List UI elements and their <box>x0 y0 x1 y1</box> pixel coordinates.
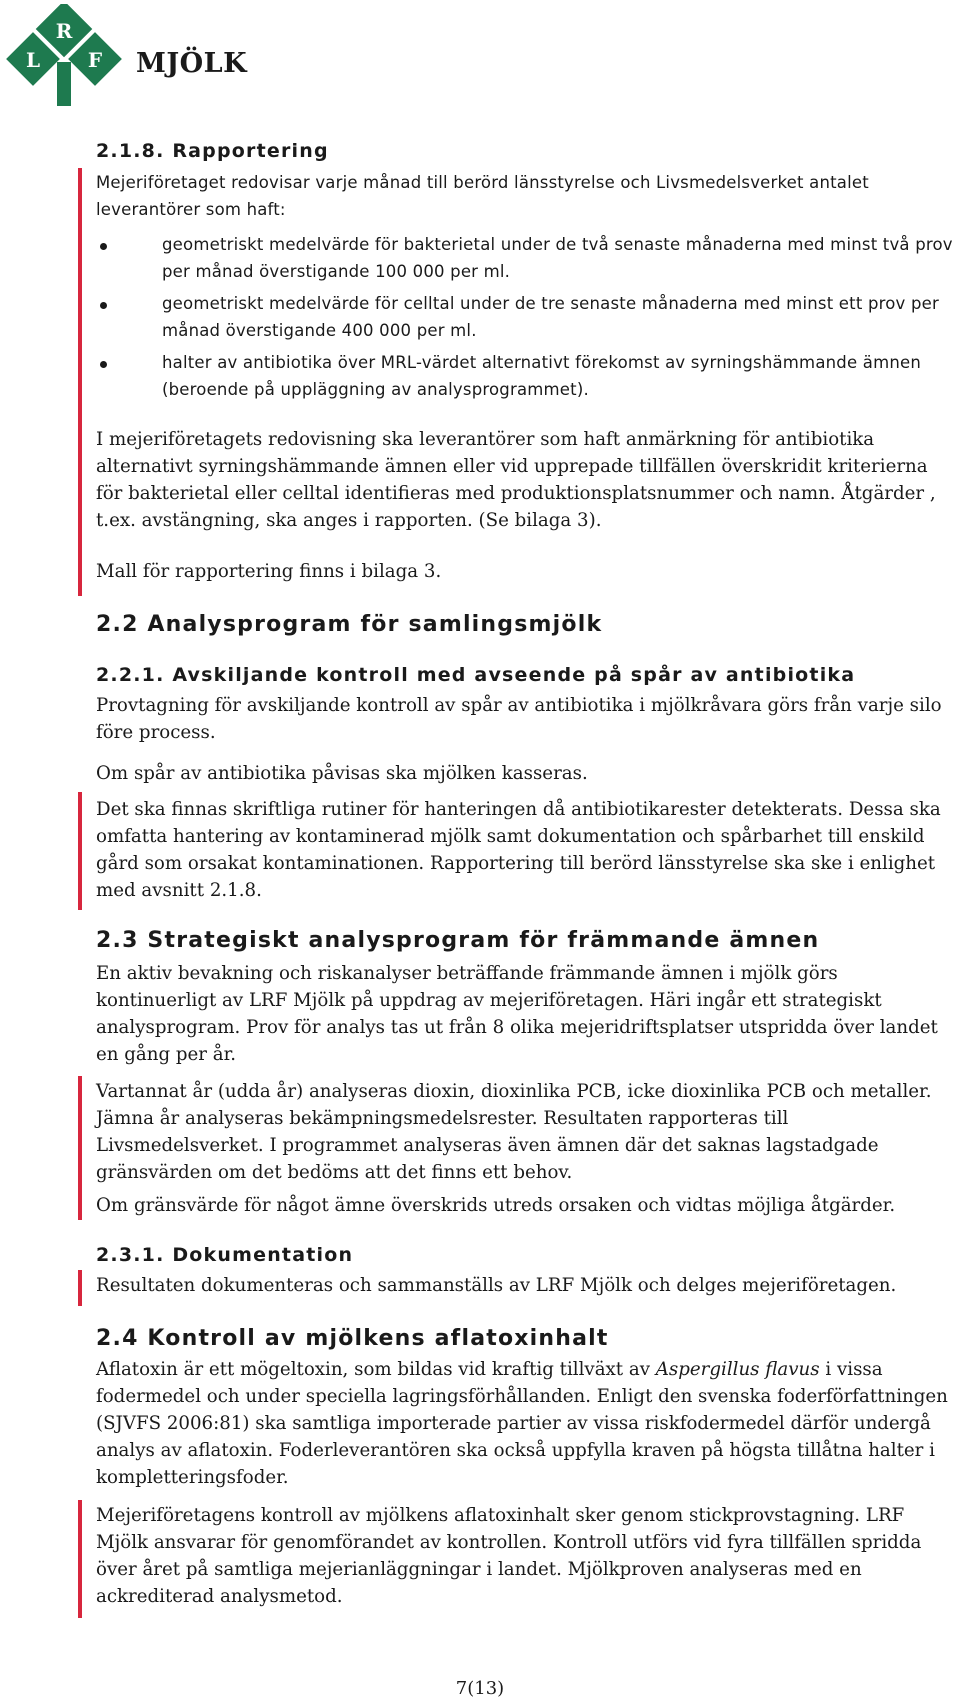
logo-letter-f: F <box>87 48 103 72</box>
bullet-icon <box>100 302 107 309</box>
section-heading-2-4: 2.4 Kontroll av mjölkens aflatoxinhalt <box>96 1326 609 1351</box>
list-item: geometriskt medelvärde för bakterietal under de två senaste månaderna med minst två prov per månad överstigande 100 000 per ml. <box>96 232 960 285</box>
species-name: Aspergillus flavus <box>655 1359 820 1380</box>
section-heading-2-3: 2.3 Strategiskt analysprogram för främmande ämnen <box>96 928 820 953</box>
change-bar <box>78 1076 82 1220</box>
section-heading-2-2: 2.2 Analysprogram för samlingsmjölk <box>96 612 603 637</box>
list-item: halter av antibiotika över MRL-värdet alternativt förekomst av syrningshämmande ämnen (beroende på uppläggning av analysprogrammet). <box>96 350 960 403</box>
paragraph: I mejeriföretagets redovisning ska leverantörer som haft anmärkning för antibiotika alternativt syrningshämmande ämnen eller vid upprepade tillfällen överskridit kriterierna för bakterietal eller celltal identifieras med produktionsplatsnummer och namn. Åtgärder , t.ex. avstängning, ska anges i rapporten. (Se bilaga 3). <box>96 429 936 531</box>
list-item: geometriskt medelvärde för celltal under de tre senaste månaderna med minst ett prov per månad överstigande 400 000 per ml. <box>96 291 960 344</box>
paragraph: Vartannat år (udda år) analyseras dioxin, dioxinlika PCB, icke dioxinlika PCB och metaller. Jämna år analyseras bekämpningsmedelsrester. Resultaten rapporteras till Livsmedelsverket. I programmet analyseras även ämnen där det saknas lagstadgade gränsvärden om det bedöms att det finns ett behov. <box>96 1081 932 1183</box>
page-number: 7(13) <box>455 1678 505 1699</box>
paragraph: Det ska finnas skriftliga rutiner för hanteringen då antibiotikarester detekterats. Dessa ska omfatta hantering av kontaminerad mjölk samt dokumentation och spårbarhet till enskild gård som orsakat kontaminationen. Rapportering till berörd länsstyrelse ska ske i enlighet med avsnitt 2.1.8. <box>96 799 941 901</box>
logo-letter-l: L <box>25 48 41 72</box>
bullet-icon <box>100 243 107 250</box>
paragraph: Aflatoxin är ett mögeltoxin, som bildas vid kraftig tillväxt av Aspergillus flavus i vissa fodermedel och under speciella lagringsförhållanden. Enligt den svenska foderförfattningen (SJVFS 2006:81) ska samtliga importerade partier av vissa riskfodermedel därför undergå analys av aflatoxin. Foderleverantören ska också uppfylla kraven på högsta tillåtna halter i kompletteringsfoder. <box>96 1359 948 1488</box>
paragraph: Resultaten dokumenteras och sammanställs av LRF Mjölk och delges mejeriföretagen. <box>96 1275 897 1296</box>
change-bar <box>78 1500 82 1618</box>
section-heading-2-2-1: 2.2.1. Avskiljande kontroll med avseende på spår av antibiotika <box>96 664 856 686</box>
paragraph: En aktiv bevakning och riskanalyser beträffande främmande ämnen i mjölk görs kontinuerligt av LRF Mjölk på uppdrag av mejeriföretagen. Häri ingår ett strategiskt analysprogram. Prov för analys tas ut från 8 olika mejeridriftsplatser utspridda över landet en gång per år. <box>96 963 938 1065</box>
paragraph: Provtagning för avskiljande kontroll av spår av antibiotika i mjölkråvara görs från varje silo före process. <box>96 695 942 743</box>
paragraph: Om gränsvärde för något ämne överskrids utreds orsaken och vidtas möjliga åtgärder. <box>96 1195 896 1216</box>
change-bar <box>78 168 82 596</box>
change-bar <box>78 1270 82 1306</box>
section-heading-2-1-8: 2.1.8. Rapportering <box>96 140 329 162</box>
change-bar <box>78 792 82 910</box>
bullet-icon <box>100 361 107 368</box>
lrf-mjolk-logo <box>4 4 248 108</box>
logo-letter-r: R <box>55 19 73 43</box>
paragraph: Mejeriföretagens kontroll av mjölkens aflatoxinhalt sker genom stickprovstagning. LRF Mjölk ansvarar för genomförandet av kontrollen. Kontroll utförs vid fyra tillfällen spridda över året på samtliga mejerianläggningar i landet. Mjölkproven analyseras med en ackrediterad analysmetod. <box>96 1505 922 1607</box>
section-heading-2-3-1: 2.3.1. Dokumentation <box>96 1244 354 1266</box>
paragraph: Mall för rapportering finns i bilaga 3. <box>96 561 442 582</box>
paragraph: Om spår av antibiotika påvisas ska mjölken kasseras. <box>96 763 588 784</box>
logo-text: MJÖLK <box>136 48 248 79</box>
bullet-list <box>96 232 960 403</box>
lrf-clover-icon <box>4 4 124 108</box>
paragraph: Mejeriföretaget redovisar varje månad till berörd länsstyrelse och Livsmedelsverket antalet leverantörer som haft: <box>96 173 869 219</box>
